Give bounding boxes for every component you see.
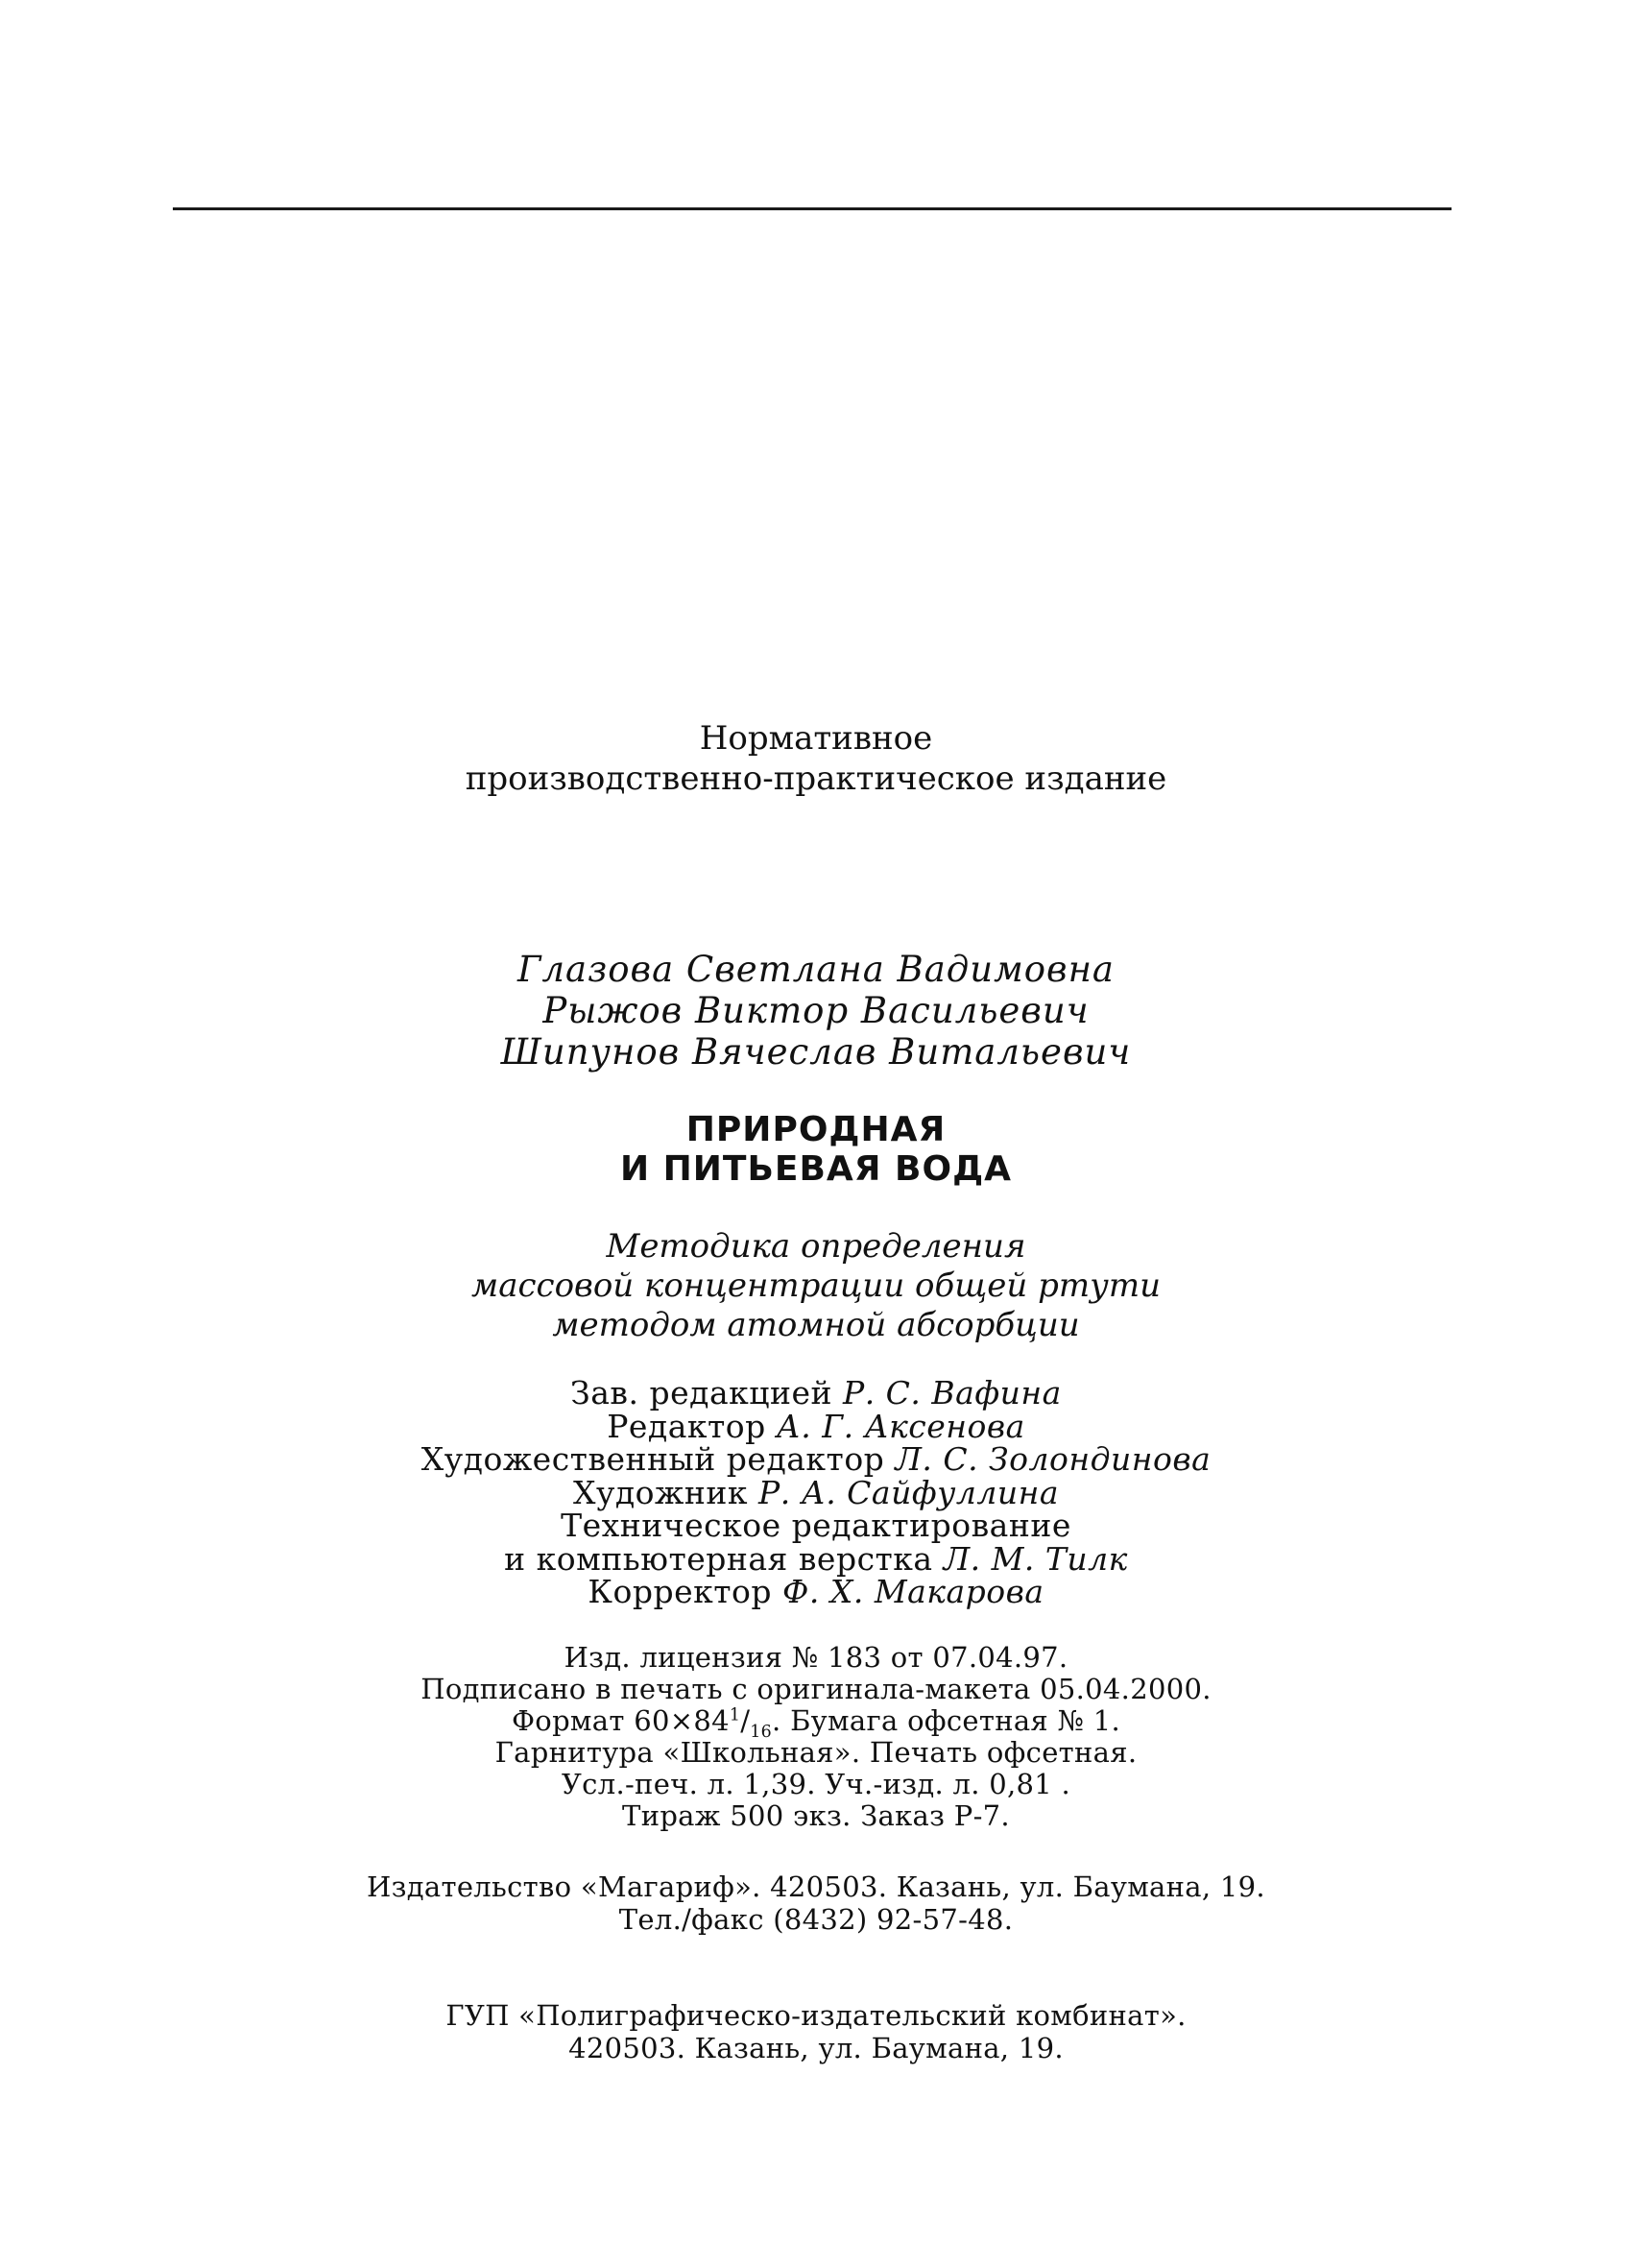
credit-name: Л. М. Тилк xyxy=(943,1539,1128,1578)
format-line xyxy=(0,1704,1632,1742)
imprint-block xyxy=(0,1642,1632,1832)
credit-role: и компьютерная верстка xyxy=(504,1539,933,1578)
edition-type-line: производственно-практическое издание xyxy=(465,760,1167,798)
run-line: Тираж 500 экз. Заказ Р-7. xyxy=(622,1799,1010,1832)
credit-role: Художник xyxy=(572,1473,749,1511)
printer-block xyxy=(0,1999,1632,2064)
credit-line xyxy=(0,1440,1632,1478)
author-name: Рыжов Виктор Васильевич xyxy=(542,990,1090,1031)
subtitle-line: массовой концентрации общей ртути xyxy=(471,1267,1161,1305)
credit-role: Редактор xyxy=(607,1407,766,1445)
credit-role: Художественный редактор xyxy=(420,1440,885,1478)
book-title xyxy=(0,1110,1632,1189)
book-title-line: И ПИТЬЕВАЯ ВОДА xyxy=(619,1149,1013,1189)
credit-line xyxy=(0,1473,1632,1511)
credit-line xyxy=(0,1374,1632,1411)
subtitle-line: методом атомной абсорбции xyxy=(552,1306,1080,1344)
typeface-line: Гарнитура «Школьная». Печать офсетная. xyxy=(494,1736,1138,1769)
credit-name: Р. А. Сайфуллина xyxy=(758,1473,1060,1511)
book-title-line: ПРИРОДНАЯ xyxy=(685,1110,947,1149)
printer-name: ГУП «Полиграфическо-издательский комбинат». xyxy=(445,1999,1187,2032)
author-name: Шипунов Вячеслав Витальевич xyxy=(500,1031,1132,1073)
credit-name: А. Г. Аксенова xyxy=(776,1407,1025,1445)
author-name: Глазова Светлана Вадимовна xyxy=(516,949,1115,990)
credit-name: Л. С. Золондинова xyxy=(895,1440,1212,1478)
publisher-block xyxy=(0,1870,1632,1936)
signed-line: Подписано в печать с оригинала-макета 05.04.2000. xyxy=(420,1673,1212,1705)
edition-type xyxy=(0,718,1632,799)
credit-role: Корректор xyxy=(588,1573,772,1610)
publisher-address: Издательство «Магариф». 420503. Казань, ул. Баумана, 19. xyxy=(367,1870,1265,1903)
format-sub: 16 xyxy=(750,1722,773,1742)
license-line: Изд. лицензия № 183 от 07.04.97. xyxy=(564,1641,1068,1674)
credit-line xyxy=(0,1407,1632,1445)
book-subtitle xyxy=(0,1227,1632,1345)
credit-line xyxy=(0,1509,1632,1543)
credits-block xyxy=(0,1374,1632,1610)
credit-name: Ф. Х. Макарова xyxy=(781,1573,1044,1610)
credit-line xyxy=(0,1573,1632,1610)
format-suffix: . Бумага офсетная № 1. xyxy=(772,1704,1121,1737)
credit-role: Техническое редактирование xyxy=(561,1507,1071,1544)
top-rule xyxy=(173,207,1452,210)
format-sup: 1 xyxy=(729,1705,741,1725)
publisher-phone: Тел./факс (8432) 92-57-48. xyxy=(618,1903,1014,1936)
edition-type-line: Нормативное xyxy=(699,719,933,758)
authors-list xyxy=(0,949,1632,1073)
format-slash: / xyxy=(740,1704,751,1737)
printer-address: 420503. Казань, ул. Баумана, 19. xyxy=(568,2032,1064,2064)
sheets-line: Усл.-печ. л. 1,39. Уч.-изд. л. 0,81 . xyxy=(561,1768,1071,1800)
format-prefix: Формат 60×84 xyxy=(511,1704,730,1737)
credit-role: Зав. редакцией xyxy=(570,1374,832,1411)
credit-line xyxy=(0,1539,1632,1578)
credit-name: Р. С. Вафина xyxy=(842,1374,1062,1411)
subtitle-line: Методика определения xyxy=(606,1227,1026,1266)
